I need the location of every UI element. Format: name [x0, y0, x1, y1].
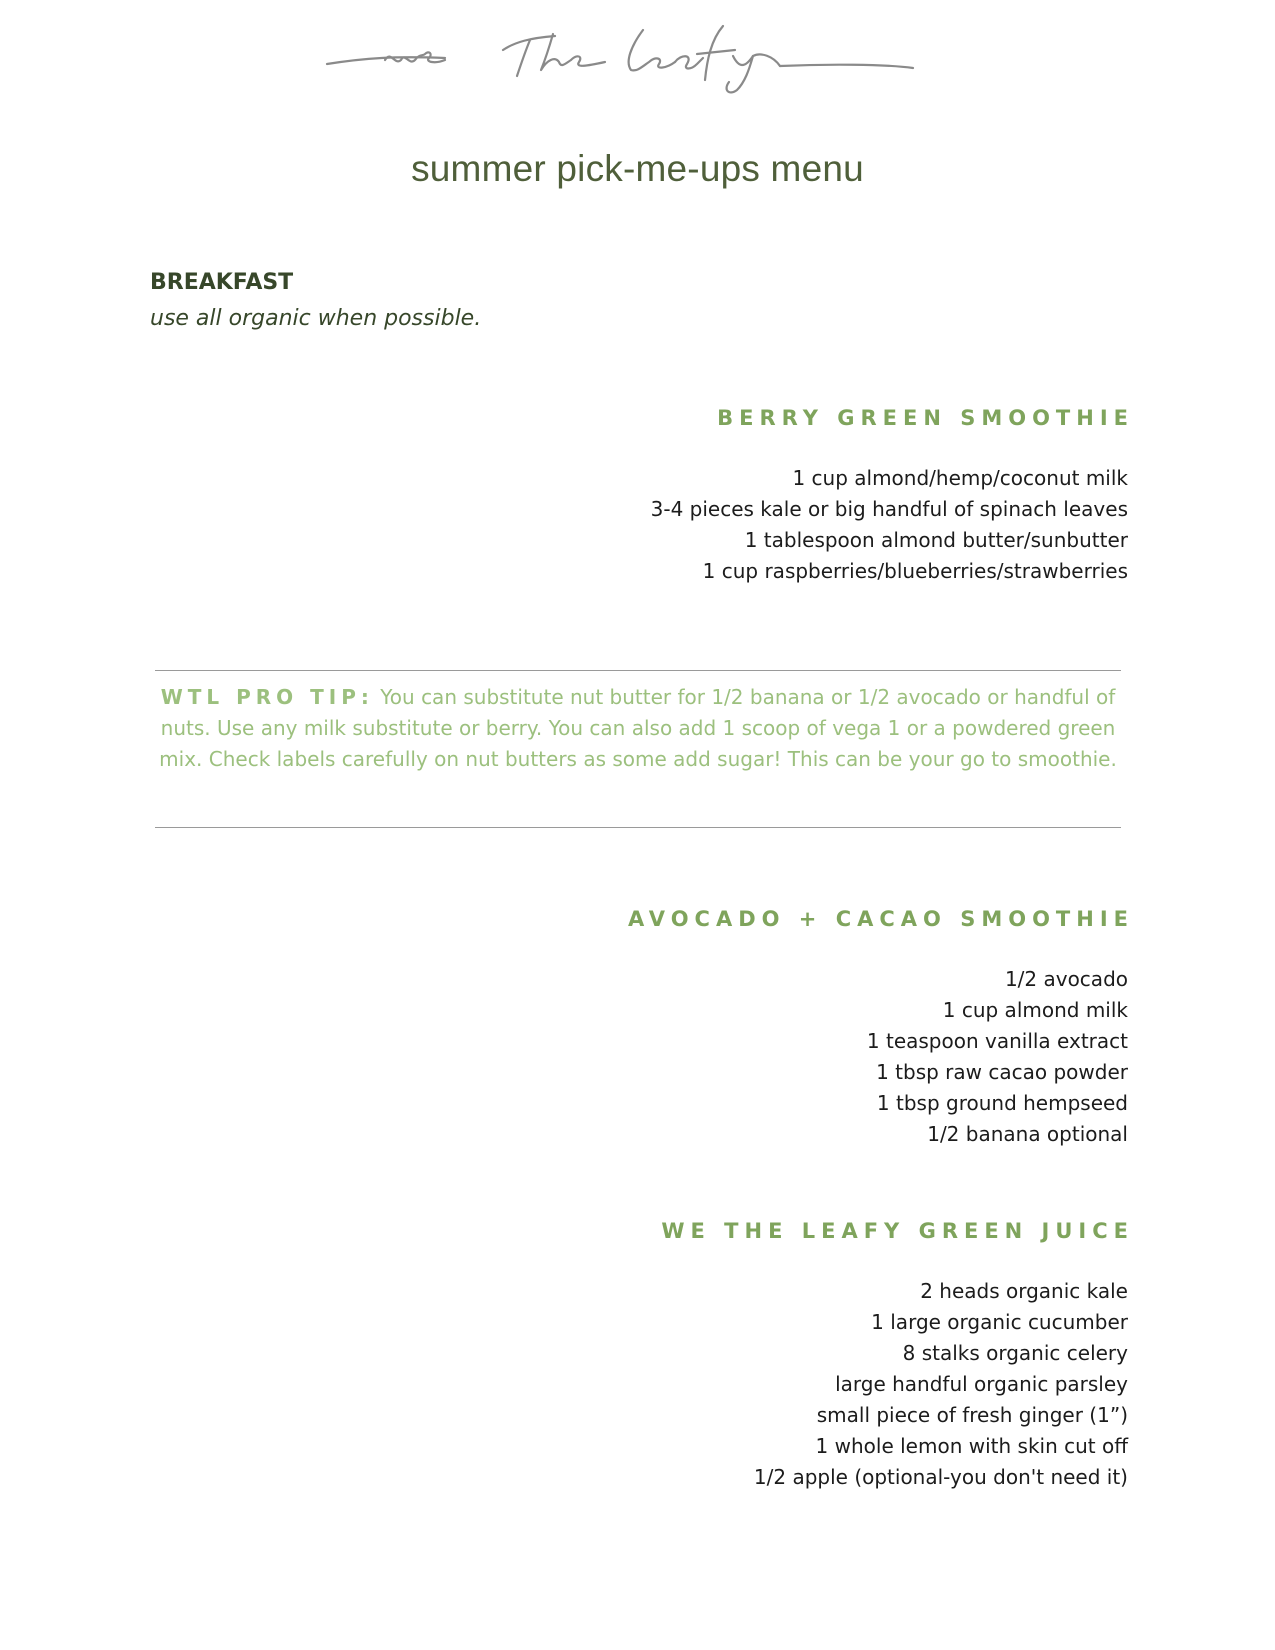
ingredient-item: 1 tablespoon almond butter/sunbutter — [744, 528, 1128, 552]
recipe-avocado-cacao-smoothie — [627, 904, 1134, 1150]
ingredient-item: 1 large organic cucumber — [871, 1310, 1128, 1334]
ingredient-item: 1 cup raspberries/blueberries/strawberries — [702, 559, 1128, 583]
recipe-we-the-leafy-green-juice — [661, 1216, 1134, 1493]
ingredient-item: 2 heads organic kale — [920, 1279, 1128, 1303]
pro-tip-label: WTL PRO TIP: — [160, 685, 374, 709]
recipe-title: AVOCADO + CACAO SMOOTHIE — [627, 907, 1134, 931]
pro-tip-body: You can substitute nut butter for 1/2 banana or 1/2 avocado or handful of nuts. Use any milk substitute or berry. You can also add 1 scoop of vega 1 or a powdered green mix. Check labels carefully on nut butters as some add sugar! This can be your go to smoothie. — [159, 685, 1117, 771]
section-subtitle: use all organic when possible. — [150, 306, 482, 331]
ingredient-item: 1 whole lemon with skin cut off — [815, 1434, 1128, 1458]
we-the-leafy-logo — [325, 20, 945, 100]
ingredient-item: 1 cup almond milk — [942, 998, 1128, 1022]
ingredient-item: small piece of fresh ginger (1”) — [816, 1403, 1128, 1427]
ingredient-item: 1/2 apple (optional-you don't need it) — [753, 1465, 1128, 1489]
ingredient-item: 1 teaspoon vanilla extract — [866, 1029, 1128, 1053]
ingredient-item: 1/2 avocado — [1004, 967, 1128, 991]
logo — [325, 20, 945, 100]
ingredient-item: 1 tbsp raw cacao powder — [876, 1060, 1128, 1084]
ingredient-item: 3-4 pieces kale or big handful of spinach leaves — [650, 497, 1128, 521]
section-heading-breakfast: BREAKFAST — [150, 270, 294, 295]
page-title: summer pick-me-ups menu — [411, 148, 864, 189]
ingredient-list — [628, 964, 1128, 1150]
pro-tip-box — [155, 670, 1121, 828]
ingredient-item: 1 cup almond/hemp/coconut milk — [792, 466, 1128, 490]
recipe-berry-green-smoothie — [650, 403, 1134, 587]
ingredient-list — [661, 1276, 1128, 1493]
ingredient-item: 8 stalks organic celery — [902, 1341, 1128, 1365]
recipe-title: WE THE LEAFY GREEN JUICE — [661, 1219, 1134, 1243]
ingredient-list — [651, 463, 1128, 587]
pro-tip-text — [155, 682, 1121, 775]
recipe-title: BERRY GREEN SMOOTHIE — [717, 406, 1134, 430]
ingredient-item: 1 tbsp ground hempseed — [876, 1091, 1128, 1115]
ingredient-item: 1/2 banana optional — [927, 1122, 1128, 1146]
ingredient-item: large handful organic parsley — [835, 1372, 1128, 1396]
